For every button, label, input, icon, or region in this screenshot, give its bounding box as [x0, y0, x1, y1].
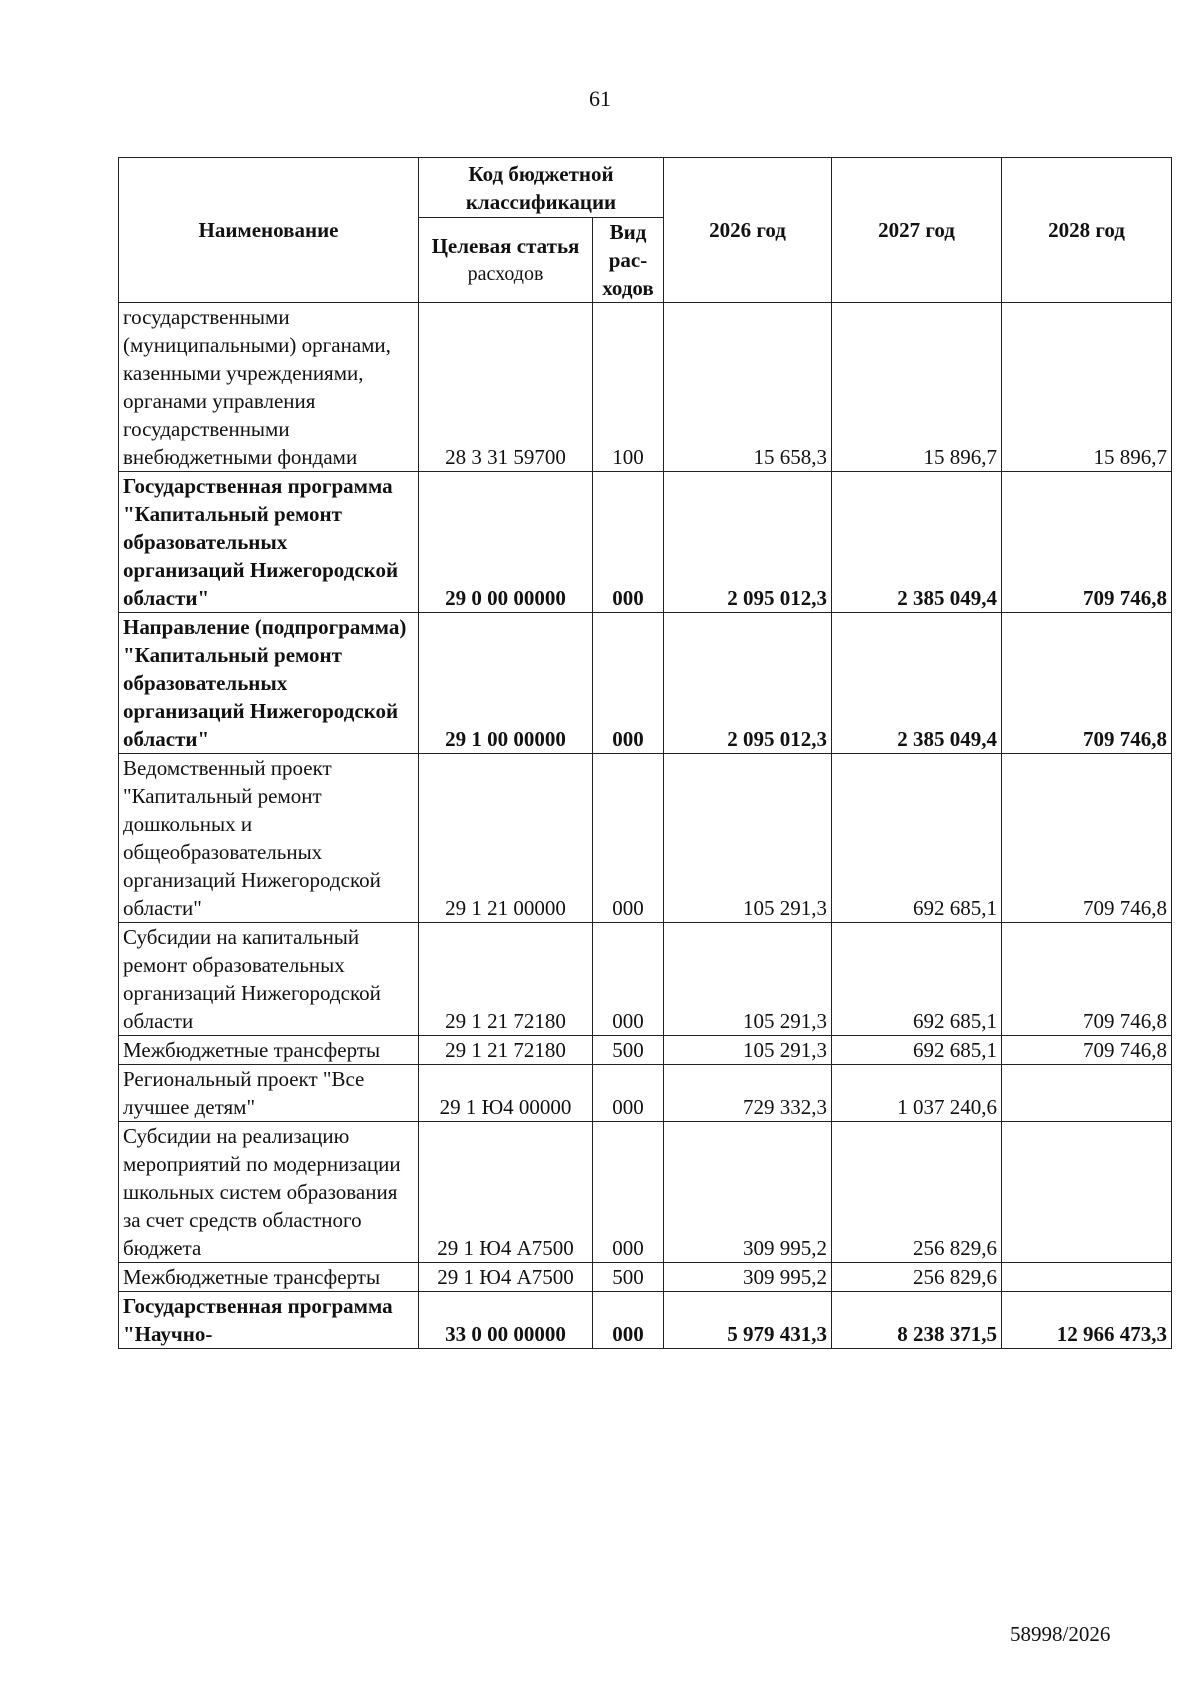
header-2028: 2028 год [1002, 158, 1172, 303]
row-2026: 105 291,3 [664, 923, 832, 1036]
row-2028 [1002, 1122, 1172, 1263]
row-2026: 309 995,2 [664, 1122, 832, 1263]
row-kind: 000 [593, 1292, 664, 1349]
document-number: 58998/2026 [1010, 1622, 1111, 1646]
row-2027: 15 896,7 [832, 303, 1002, 472]
header-target-article [419, 218, 593, 303]
row-2028: 709 746,8 [1002, 472, 1172, 613]
row-name: Государственная программа "Научно- [119, 1292, 419, 1349]
row-2028 [1002, 1065, 1172, 1122]
row-2026: 105 291,3 [664, 1036, 832, 1065]
row-2028: 709 746,8 [1002, 1036, 1172, 1065]
row-2027: 1 037 240,6 [832, 1065, 1002, 1122]
row-2028: 709 746,8 [1002, 613, 1172, 754]
row-2027: 8 238 371,5 [832, 1292, 1002, 1349]
row-code: 29 1 Ю4 00000 [419, 1065, 593, 1122]
row-code: 29 1 Ю4 А7500 [419, 1263, 593, 1292]
table-row [119, 613, 1172, 754]
row-2027: 692 685,1 [832, 923, 1002, 1036]
row-kind: 000 [593, 754, 664, 923]
row-name: Государственная программа "Капитальный ремонт образовательных организаций Нижегородской области" [119, 472, 419, 613]
row-2028: 15 896,7 [1002, 303, 1172, 472]
row-2026: 105 291,3 [664, 754, 832, 923]
row-2026: 15 658,3 [664, 303, 832, 472]
table-row [119, 1122, 1172, 1263]
header-target-article-line2: расходов [467, 263, 544, 285]
table-row [119, 1292, 1172, 1349]
row-kind: 000 [593, 472, 664, 613]
row-name: Региональный проект "Все лучшее детям" [119, 1065, 419, 1122]
row-2027: 2 385 049,4 [832, 472, 1002, 613]
row-code: 29 1 00 00000 [419, 613, 593, 754]
row-code: 29 0 00 00000 [419, 472, 593, 613]
row-2028: 12 966 473,3 [1002, 1292, 1172, 1349]
row-2027: 256 829,6 [832, 1122, 1002, 1263]
row-2028: 709 746,8 [1002, 923, 1172, 1036]
row-2026: 309 995,2 [664, 1263, 832, 1292]
row-kind: 000 [593, 1065, 664, 1122]
row-2026: 2 095 012,3 [664, 613, 832, 754]
header-2027: 2027 год [832, 158, 1002, 303]
table-row [119, 303, 1172, 472]
page-number: 61 [589, 86, 611, 111]
row-code: 29 1 21 00000 [419, 754, 593, 923]
row-code: 29 1 21 72180 [419, 923, 593, 1036]
row-name: Ведомственный проект "Капитальный ремонт дошкольных и общеобразовательных организаций Нижегородской области" [119, 754, 419, 923]
header-name: Наименование [119, 158, 419, 303]
table-row [119, 923, 1172, 1036]
row-2027: 256 829,6 [832, 1263, 1002, 1292]
row-name: государственными (муниципальными) органами, казенными учреждениями, органами управления государственными внебюджетными фондами [119, 303, 419, 472]
table-row [119, 1065, 1172, 1122]
row-code: 33 0 00 00000 [419, 1292, 593, 1349]
row-code: 29 1 21 72180 [419, 1036, 593, 1065]
table-row [119, 1036, 1172, 1065]
row-code: 29 1 Ю4 А7500 [419, 1122, 593, 1263]
table-row [119, 754, 1172, 923]
header-code-group: Код бюджетной классификации [419, 158, 664, 218]
table-header [119, 158, 1172, 303]
row-2027: 692 685,1 [832, 1036, 1002, 1065]
row-2026: 5 979 431,3 [664, 1292, 832, 1349]
row-kind: 500 [593, 1036, 664, 1065]
row-name: Межбюджетные трансферты [119, 1036, 419, 1065]
row-name: Субсидии на реализацию мероприятий по модернизации школьных систем образования за счет средств областного бюджета [119, 1122, 419, 1263]
row-2027: 692 685,1 [832, 754, 1002, 923]
table-row [119, 472, 1172, 613]
row-kind: 100 [593, 303, 664, 472]
budget-table [118, 157, 1172, 1349]
row-name: Субсидии на капитальный ремонт образовательных организаций Нижегородской области [119, 923, 419, 1036]
header-2026: 2026 год [664, 158, 832, 303]
row-2028 [1002, 1263, 1172, 1292]
row-2027: 2 385 049,4 [832, 613, 1002, 754]
row-code: 28 3 31 59700 [419, 303, 593, 472]
header-target-article-line1: Целевая статья [431, 234, 580, 258]
row-kind: 000 [593, 1122, 664, 1263]
header-expense-kind: Вид рас- ходов [593, 218, 664, 303]
row-name: Направление (подпрограмма) "Капитальный ремонт образовательных организаций Нижегородской области" [119, 613, 419, 754]
table-body [119, 303, 1172, 1349]
row-2026: 729 332,3 [664, 1065, 832, 1122]
row-kind: 000 [593, 923, 664, 1036]
row-2026: 2 095 012,3 [664, 472, 832, 613]
table-row [119, 1263, 1172, 1292]
row-kind: 500 [593, 1263, 664, 1292]
row-name: Межбюджетные трансферты [119, 1263, 419, 1292]
row-kind: 000 [593, 613, 664, 754]
row-2028: 709 746,8 [1002, 754, 1172, 923]
